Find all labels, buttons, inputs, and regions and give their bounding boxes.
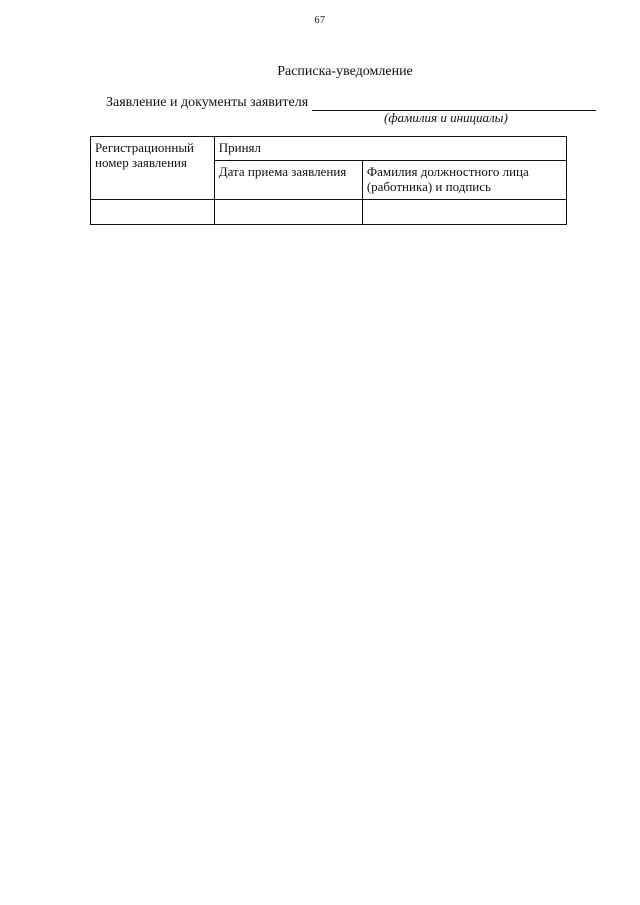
date-header: Дата приема заявления bbox=[214, 160, 362, 199]
applicant-label: Заявление и документы заявителя bbox=[106, 95, 309, 110]
applicant-name-blank bbox=[312, 96, 596, 111]
receipt-table bbox=[90, 136, 567, 225]
table-header-row bbox=[91, 137, 567, 161]
table-row bbox=[91, 199, 567, 224]
reg-number-cell bbox=[91, 199, 215, 224]
official-header: Фамилия должностного лица (работника) и подпись bbox=[362, 160, 566, 199]
document-title: Расписка-уведомление bbox=[277, 64, 413, 79]
applicant-line bbox=[106, 95, 596, 111]
date-cell bbox=[214, 199, 362, 224]
applicant-hint: (фамилия и инициалы) bbox=[384, 110, 508, 125]
accepted-header: Принял bbox=[214, 137, 566, 161]
reg-number-header: Регистрационный номер заявления bbox=[91, 137, 215, 200]
page-number: 67 bbox=[314, 15, 326, 26]
official-cell bbox=[362, 199, 566, 224]
